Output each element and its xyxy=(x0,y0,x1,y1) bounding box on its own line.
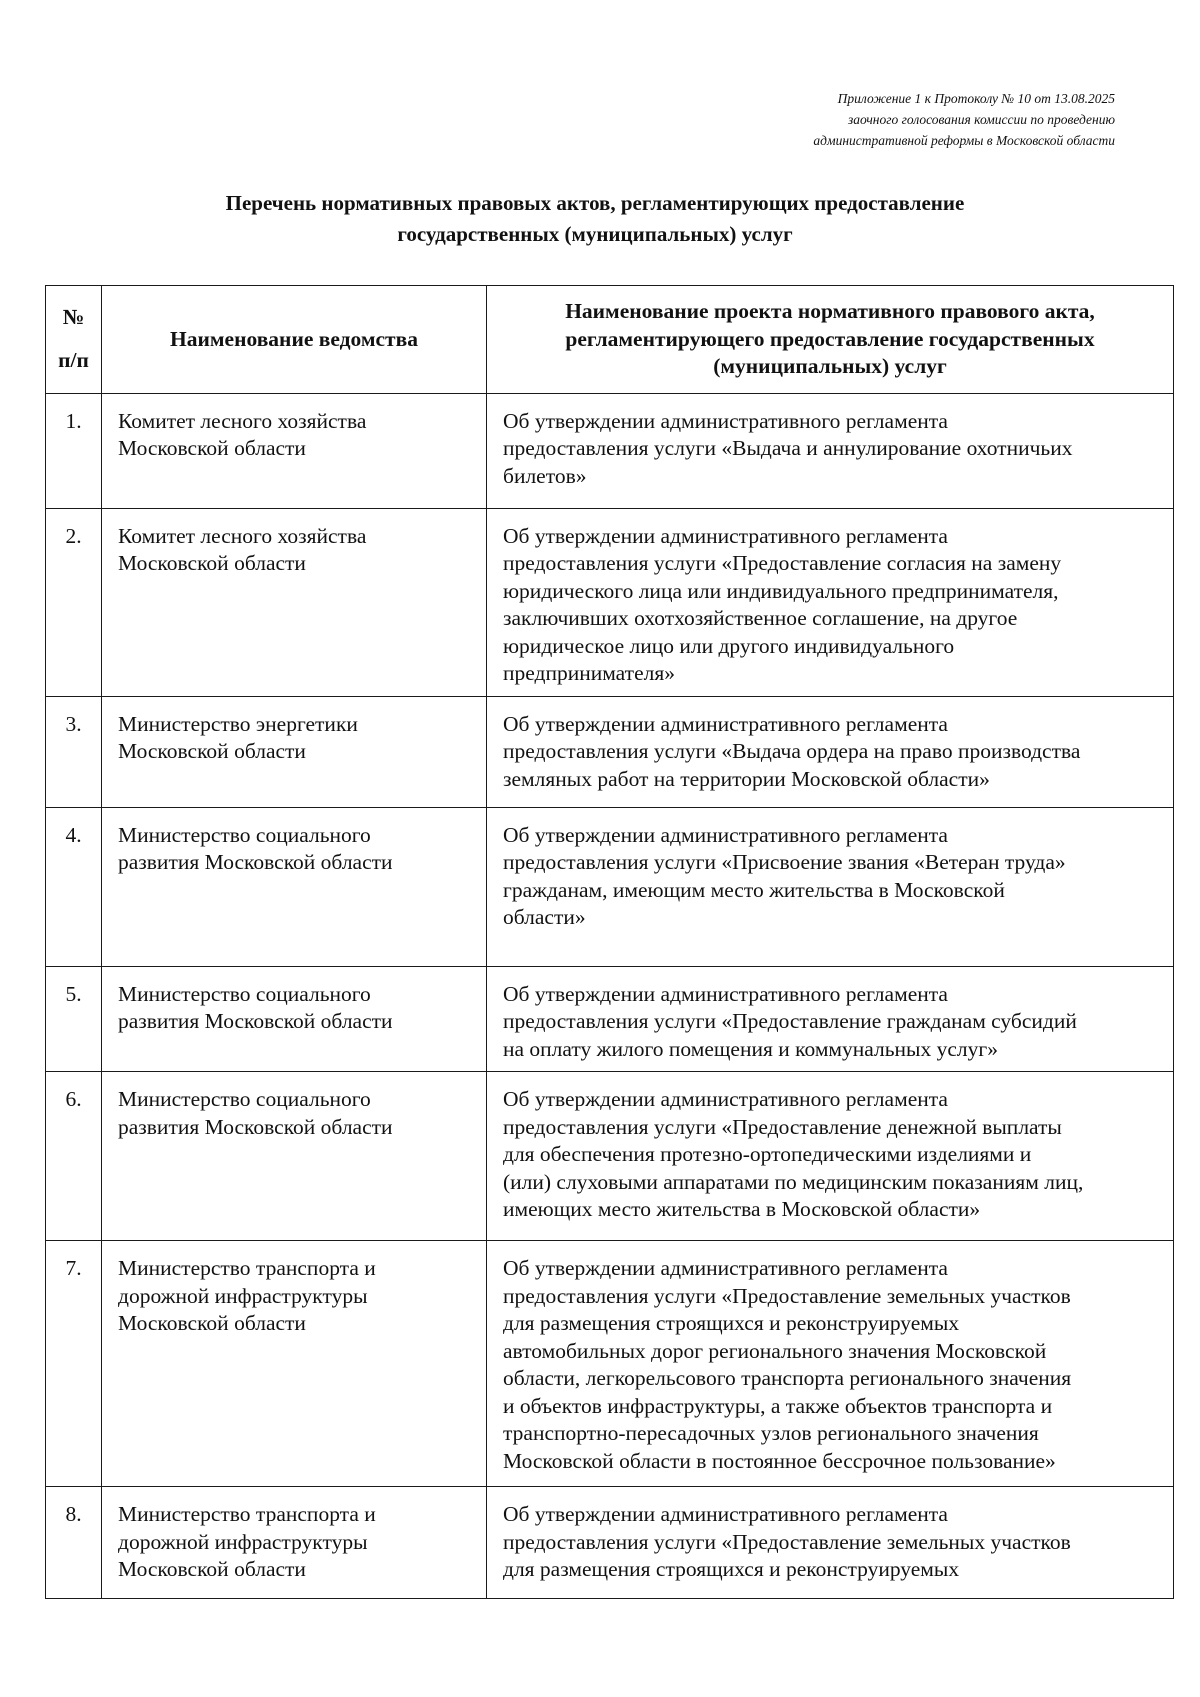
row-number: 8. xyxy=(46,1487,102,1599)
act-line: Об утверждении административного регламента xyxy=(503,408,948,433)
row-agency xyxy=(102,1241,487,1487)
header-act-line-2: регламентирующего предоставление государственных xyxy=(565,326,1095,351)
table-row xyxy=(46,807,1174,966)
header-number-sub: п/п xyxy=(58,348,89,373)
act-line: Об утверждении административного регламента xyxy=(503,711,948,736)
row-agency xyxy=(102,966,487,1072)
annex-line-2: заочного голосования комиссии по проведению xyxy=(847,112,1115,127)
table-row xyxy=(46,1072,1174,1241)
header-agency: Наименование ведомства xyxy=(102,286,487,394)
act-line: Об утверждении административного регламента xyxy=(503,1502,948,1526)
row-act xyxy=(487,966,1174,1072)
row-agency xyxy=(102,1072,487,1241)
act-line: предоставления услуги «Предоставление земельных участков xyxy=(503,1283,1071,1308)
table-row xyxy=(46,966,1174,1072)
agency-line: Министерство социального xyxy=(118,1087,371,1111)
agency-line: дорожной инфраструктуры xyxy=(118,1529,368,1554)
header-number-symbol: № xyxy=(62,304,85,329)
header-number xyxy=(46,286,102,394)
document-title-line-2: государственных (муниципальных) услуг xyxy=(397,222,793,246)
act-line: земляных работ на территории Московской области» xyxy=(503,766,990,791)
annex-line-3: административной реформы в Московской области xyxy=(813,133,1115,148)
row-number: 6. xyxy=(46,1072,102,1241)
act-line: имеющих место жительства в Московской области» xyxy=(503,1197,981,1221)
row-act xyxy=(487,696,1174,807)
table-row xyxy=(46,696,1174,807)
document-title-line-1: Перечень нормативных правовых актов, регламентирующих предоставление xyxy=(225,191,965,215)
row-act xyxy=(487,807,1174,966)
agency-line: Московской области xyxy=(118,1311,306,1335)
act-line: транспортно-пересадочных узлов регионального значения xyxy=(503,1421,1039,1445)
act-line: предоставления услуги «Предоставление гражданам субсидий xyxy=(503,1009,1077,1033)
row-act xyxy=(487,1072,1174,1241)
act-line: билетов» xyxy=(503,463,587,488)
acts-table xyxy=(45,285,1174,1599)
agency-line: развития Московской области xyxy=(118,1114,393,1139)
act-line: Об утверждении административного регламента xyxy=(503,1256,948,1280)
agency-line: Министерство энергетики xyxy=(118,711,358,736)
agency-line: Комитет лесного хозяйства xyxy=(118,408,367,433)
agency-line: развития Московской области xyxy=(118,1009,393,1033)
row-agency xyxy=(102,508,487,696)
annex-reference xyxy=(595,88,1115,151)
row-number: 3. xyxy=(46,696,102,807)
act-line: области» xyxy=(503,905,586,929)
act-line: Об утверждении административного регламента xyxy=(503,1087,948,1111)
table-row xyxy=(46,1241,1174,1487)
act-line: для размещения строящихся и реконструируемых xyxy=(503,1311,960,1335)
act-line: автомобильных дорог регионального значения Московской xyxy=(503,1338,1047,1363)
table-row xyxy=(46,508,1174,696)
row-number: 2. xyxy=(46,508,102,696)
agency-line: Комитет лесного хозяйства xyxy=(118,523,367,548)
row-act xyxy=(487,1241,1174,1487)
act-line: области, легкорельсового транспорта регионального значения xyxy=(503,1366,1072,1390)
table-header-row xyxy=(46,286,1174,394)
act-line: юридическое лицо или другого индивидуального xyxy=(503,633,955,658)
act-line: предоставления услуги «Предоставление денежной выплаты xyxy=(503,1114,1062,1139)
agency-line: Московской области xyxy=(118,551,306,575)
agency-line: Министерство социального xyxy=(118,981,371,1006)
row-number: 7. xyxy=(46,1241,102,1487)
row-agency xyxy=(102,1487,487,1599)
act-line: юридического лица или индивидуального предпринимателя, xyxy=(503,578,1059,603)
agency-line: Московской области xyxy=(118,739,306,763)
table-body xyxy=(46,393,1174,1598)
row-number: 4. xyxy=(46,807,102,966)
act-line: для обеспечения протезно-ортопедическими изделиями и xyxy=(503,1142,1032,1166)
agency-line: Московской области xyxy=(118,1557,306,1581)
act-line: предоставления услуги «Предоставление согласия на замену xyxy=(503,551,1062,575)
row-number: 1. xyxy=(46,393,102,508)
document-title xyxy=(120,188,1070,250)
annex-line-1: Приложение 1 к Протоколу № 10 от 13.08.2025 xyxy=(837,91,1115,106)
row-agency xyxy=(102,393,487,508)
agency-line: дорожной инфраструктуры xyxy=(118,1283,368,1308)
act-line: Московской области в постоянное бессрочное пользование» xyxy=(503,1448,1056,1473)
act-line: гражданам, имеющим место жительства в Московской xyxy=(503,877,1005,902)
row-act xyxy=(487,393,1174,508)
agency-line: развития Московской области xyxy=(118,850,393,874)
header-act-line-1: Наименование проекта нормативного правового акта, xyxy=(565,299,1095,323)
act-line: Об утверждении административного регламента xyxy=(503,822,948,847)
act-line: предоставления услуги «Выдача ордера на право производства xyxy=(503,739,1081,763)
act-line: Об утверждении административного регламента xyxy=(503,981,948,1006)
act-line: заключивших охотхозяйственное соглашение, на другое xyxy=(503,606,1018,630)
act-line: для размещения строящихся и реконструируемых xyxy=(503,1557,960,1581)
act-line: предоставления услуги «Выдача и аннулирование охотничьих xyxy=(503,436,1073,460)
agency-line: Министерство транспорта и xyxy=(118,1256,376,1280)
act-line: и объектов инфраструктуры, а также объектов транспорта и xyxy=(503,1393,1053,1418)
header-act-line-3: (муниципальных) услуг xyxy=(713,354,947,378)
act-line: Об утверждении административного регламента xyxy=(503,523,948,548)
agency-line: Московской области xyxy=(118,436,306,460)
table-row xyxy=(46,393,1174,508)
agency-line: Министерство транспорта и xyxy=(118,1502,376,1526)
row-agency xyxy=(102,807,487,966)
row-act xyxy=(487,508,1174,696)
row-agency xyxy=(102,696,487,807)
act-line: предоставления услуги «Присвоение звания «Ветеран труда» xyxy=(503,850,1066,874)
row-number: 5. xyxy=(46,966,102,1072)
header-act xyxy=(487,286,1174,394)
table-row xyxy=(46,1487,1174,1599)
row-act xyxy=(487,1487,1174,1599)
act-line: (или) слуховыми аппаратами по медицинским показаниям лиц, xyxy=(503,1169,1084,1194)
act-line: предоставления услуги «Предоставление земельных участков xyxy=(503,1529,1071,1554)
agency-line: Министерство социального xyxy=(118,822,371,847)
act-line: предпринимателя» xyxy=(503,661,675,685)
act-line: на оплату жилого помещения и коммунальных услуг» xyxy=(503,1036,998,1061)
